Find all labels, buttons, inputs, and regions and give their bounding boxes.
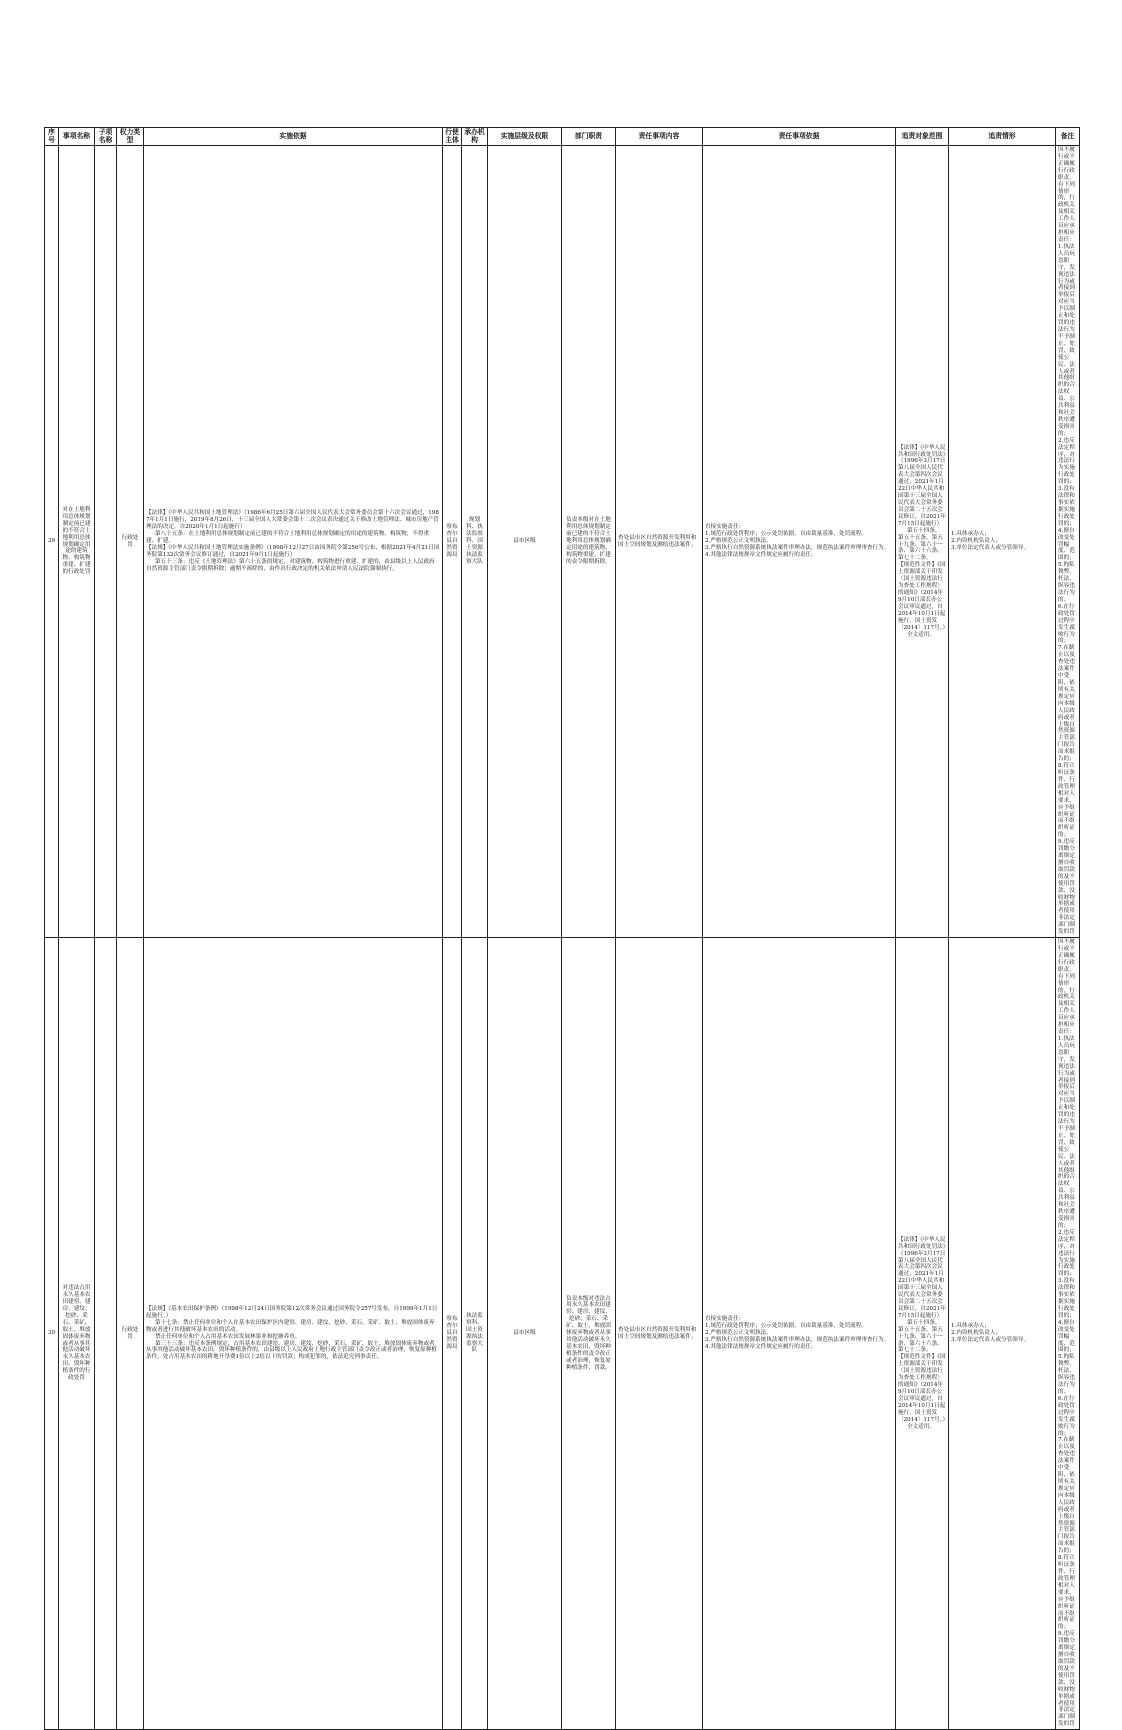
scope-line: 2.内设机构负责人； xyxy=(951,538,1002,545)
header-seq: 序号 xyxy=(45,128,59,146)
basis-para: 第十七条：禁止任何单位和个人在基本农田保护区内建窑、建房、建坟、挖砂、采石、采矿、取土、堆放固体废弃物或者进行其他破坏基本农田的活动。 xyxy=(146,1319,435,1333)
cell-type: 行政处罚 xyxy=(117,938,144,1730)
scope-line: 2.内设机构负责人； xyxy=(951,1330,1002,1337)
cell-content xyxy=(703,146,896,938)
resp-basis-para: 第五十四条、第五十五条、第五十九条、第六十一条、第六十六条、第七十二条。 xyxy=(898,1319,943,1354)
basis-para: 【法规】《中华人民共和国土地管理法实施条例》（1998年12月27日由国务院令第256号公布，根据2021年4月21日国务院第132次常务会议修订通过，自2021年9月1日起施行） xyxy=(146,545,440,558)
resp-basis-para: 第五十四条、第五十五条、第五十九条、第六十一条、第六十六条、第七十二条。 xyxy=(898,527,943,562)
case-line: 6.在行政处罚过程中发生腐败行为的； xyxy=(1058,1395,1075,1437)
cell-basis xyxy=(144,938,443,1730)
scope-line: 3.单位法定代表人或分管领导。 xyxy=(951,545,1030,551)
content-line: 4.其他法律法规规章文件规定应履行的责任。 xyxy=(705,551,817,558)
table-row xyxy=(45,146,1080,938)
resp-basis-para: 全文适用。 xyxy=(906,631,935,638)
case-line: 因不履行或不正确履行行政职责，有下列情形的，行政机关及相关工作人员应承担相应责任： xyxy=(1058,147,1075,243)
header-sub: 子项名称 xyxy=(95,128,117,146)
cell-sub xyxy=(95,938,117,1730)
cell-resp-basis xyxy=(896,938,949,1730)
cell-agency: 执法监察科、国土资源执法监察大队 xyxy=(462,938,488,1730)
header-row xyxy=(45,128,1080,146)
case-line: 4.擅自改变处罚幅度、范围的； xyxy=(1058,527,1075,562)
content-line: 1.规范行政处罚程序；公示处罚依据、自由裁量基准，处罚流程。 xyxy=(705,531,867,538)
basis-para: 【法规】《基本农田保护条例》（1998年12月24日国务院第12次常务会议通过国务院令257号发布，自1999年1月1日起施行。） xyxy=(146,1305,438,1319)
cell-basis xyxy=(144,146,443,938)
cell-subject: 察布查尔县自然资源局 xyxy=(443,938,462,1730)
case-line: 9.违反罚缴分离规定擅自收取罚款的及不使用罚款、没收财物单据或者使用非法定部门制发的罚 xyxy=(1058,839,1075,936)
cell-seq: 29 xyxy=(45,146,59,938)
cell-level: 县市区级 xyxy=(488,146,562,938)
cell-level: 县市区级 xyxy=(488,938,562,1730)
cell-content xyxy=(703,938,896,1730)
case-line: 5.徇私舞弊、枉法、纵容违法行为的； xyxy=(1058,1354,1075,1396)
case-line: 6.在行政处罚过程中发生腐败行为的； xyxy=(1058,603,1075,645)
content-line: 直接实施责任： xyxy=(705,1316,745,1323)
cell-cases xyxy=(1056,146,1080,938)
header-type: 权力类型 xyxy=(117,128,144,146)
case-line: 3.没有法律和事实依据实施行政处罚的； xyxy=(1058,1278,1075,1319)
case-line: 7.在制止以及查处违法案件中受阻，依照有关规定应向本级人民政府或者上级自然资源主管部门报告而未报告的； xyxy=(1058,1437,1075,1555)
scope-line: 3.单位法定代表人或分管领导。 xyxy=(951,1337,1030,1344)
resp-basis-para: 全文适用。 xyxy=(906,1423,935,1430)
content-line: 4.其他法律法规规章文件规定应履行的责任。 xyxy=(705,1344,817,1351)
cell-agency: 规划科、执法监察科、国土资源执法监察大队 xyxy=(462,146,488,938)
cell-scope xyxy=(949,146,1056,938)
content-line: 1.规范行政处罚程序；公示处罚依据、自由裁量基准，处罚流程。 xyxy=(705,1323,867,1330)
cell-resp-basis xyxy=(896,146,949,938)
scope-line: 1.具体承办人； xyxy=(951,531,990,538)
header-cases: 追责情形 xyxy=(949,128,1056,146)
scope-line: 1.具体承办人； xyxy=(951,1323,990,1330)
cell-duty: 负责本级对在土地利用总体规划制定前已建的不符合土地利用总体规划确定用途的建筑物、构筑物重建、扩建的责令限期拆除。 xyxy=(562,146,616,938)
case-line: 3.没有法律和事实依据实施行政处罚的； xyxy=(1058,486,1075,527)
case-line: 5.徇私舞弊、枉法、纵容违法行为的； xyxy=(1058,562,1075,603)
header-scope: 追责对象范围 xyxy=(896,128,949,146)
case-line: 9.违反罚缴分离规定擅自收取罚款的及不使用罚款、没收财物单据或者使用非法定部门制发的罚 xyxy=(1058,1631,1075,1728)
cell-dept: 查处县市区自然资源开发利用和国土空间规划及测绘违法案件。 xyxy=(616,146,703,938)
header-remark: 备注 xyxy=(1056,128,1080,146)
cell-type: 行政处罚 xyxy=(117,146,144,938)
cell-scope xyxy=(949,938,1056,1730)
cell-subject: 察布查尔县自然资源局 xyxy=(443,146,462,938)
resp-basis-para: 【规范性文件】《国土资源部关于印发〈国土资源违法行为查处工作规程〉的通知》（2014年9月10日部长办公会议审议通过，自2014年10月1日起施行，国土资发〔2014〕117号。） xyxy=(898,562,949,631)
content-line: 2.严格规范公正文明执法。 xyxy=(705,1330,772,1337)
cell-sub xyxy=(95,146,117,938)
cell-seq: 30 xyxy=(45,938,59,1730)
resp-basis-para: 【规范性文件】《国土资源部关于印发〈国土资源违法行为查处工作规程〉的通知》（2014年9月10日部长办公会议审议通过，自2014年10月1日起施行，国土资发〔2014〕117号。） xyxy=(898,1354,949,1423)
case-line: 2.违反法定程序，对违法行为实施行政处罚的； xyxy=(1058,437,1075,486)
header-basis: 实施依据 xyxy=(144,128,443,146)
basis-para: 【法律】《中华人民共和国土地管理法》（1986年6月25日第六届全国人民代表大会常务委员会第十六次会议通过，1987年1月1日施行，2019年8月26日，十三届全国人大常委会第十二次会议表决通过关于修改土地管理法、城市房地产管理法的决定，自2020年1月1日起施行） xyxy=(146,510,439,531)
resp-basis-para: 【法律】《中华人民共和国行政处罚法》（1996年3月17日第八届全国人民代表大会第四次会议通过，2021年1月22日中华人民共和国第十三届全国人民代表大会常务委员会第二十五次会议修订，自2021年7月15日起施行） xyxy=(898,444,946,527)
basis-para: 第五十三条：违反《土地管理法》第六十五条的规定，对建筑物、构筑物进行重建、扩建的，由县级以上人民政府自然资源主管部门责令限期拆除；逾期不拆除的，由作出行政决定的机关依法申请人民法院强制执行。 xyxy=(146,558,435,572)
content-line: 直接实施责任： xyxy=(705,524,745,531)
content-line: 2.严格规范公正文明执法。 xyxy=(705,538,772,545)
cell-name: 对违法占用永久基本农田建窑、建房、建坟、挖砂、采石、采矿、取土、堆放固体废弃物或者从事其他活动破坏永久基本农田，毁坏种植条件的行政处罚 xyxy=(59,938,95,1730)
case-line: 8.符合听证条件、行政管理相对人要求，应予组织听证而不组织听证的； xyxy=(1058,1555,1075,1631)
case-line: 1.执法人员玩忽职守，发现违法行为或者接到举报后对应当予以制止和处罚的违法行为不予制止、处罚，致使公民、法人或者其他组织的合法权益、公共利益和社会秩序遭受损害的； xyxy=(1058,243,1075,437)
case-line: 4.擅自改变处罚幅度、范围的； xyxy=(1058,1319,1075,1354)
basis-para: 第三十三条：违反本条例规定，占用基本农田建窑、建房、建坟、挖砂、采石、采矿、取土、堆放固体废弃物或者从事其他活动破坏基本农田，毁坏种植条件的，由县级以上人民政府土地行政主管部门责令改正或者治理，恢复原种植条件，处占用基本农田的耕地开垦费1倍以上2倍以下的罚款；构成犯罪的，依法追究刑事责任。 xyxy=(146,1340,437,1361)
header-subject: 行使主体 xyxy=(443,128,462,146)
case-line: 7.在制止以及查处违法案件中受阻，依照有关规定应向本级人民政府或者上级自然资源主管部门报告而未报告的； xyxy=(1058,645,1075,763)
content-line: 3.严格执行自然资源系统执法案件审理办法，规范执法案件审理审查行为。 xyxy=(705,1337,890,1344)
header-content: 责任事项内容 xyxy=(616,128,703,146)
header-level: 实施层级及权限 xyxy=(488,128,562,146)
cell-dept: 查处县市区自然资源开发利用和国土空间规划及测绘违法案件。 xyxy=(616,938,703,1730)
header-resp-basis: 责任事项依据 xyxy=(703,128,896,146)
case-line: 2.违反法定程序，对违法行为实施行政处罚的； xyxy=(1058,1229,1075,1278)
case-line: 1.执法人员玩忽职守，发现违法行为或者接到举报后对应当予以制止和处罚的违法行为不予制止、处罚，致使公民、法人或者其他组织的合法权益、公共利益和社会秩序遭受损害的； xyxy=(1058,1036,1075,1229)
header-dept: 部门职责 xyxy=(562,128,616,146)
content-line: 3.严格执行自然资源系统执法案件审理办法，规范执法案件审理审查行为。 xyxy=(705,545,890,551)
basis-para: 禁止任何单位和个人占用基本农田发展林果业和挖塘养鱼。 xyxy=(154,1333,301,1340)
case-line: 因不履行或不正确履行行政职责，有下列情形的，行政机关及相关工作人员应承担相应责任： xyxy=(1058,939,1075,1036)
case-line: 8.符合听证条件、行政管理相对人要求，应予组织听证而不组织听证的； xyxy=(1058,763,1075,839)
header-agency: 承办机构 xyxy=(462,128,488,146)
responsibility-table xyxy=(44,127,1080,1730)
cell-cases xyxy=(1056,938,1080,1730)
basis-para: 第八十五条：在土地利用总体规划制定前已建的不符合土地利用总体规划确定的用途的建筑物、构筑物，不得重建、扩建。 xyxy=(146,531,430,545)
resp-basis-para: 【法律】《中华人民共和国行政处罚法》（1996年3月17日第八届全国人民代表大会第四次会议通过，2021年1月22日中华人民共和国第十三届全国人民代表大会常务委员会第二十五次会议修订，自2021年7月15日起施行） xyxy=(898,1236,946,1319)
cell-name: 对在土地利用总体规划制定前已建的不符合土地利用总体规划确定用途的建筑物、构筑物重建、扩建的行政处罚 xyxy=(59,146,95,938)
cell-duty: 负责本级对违法占用永久基本农田建窑、建房、建坟、挖砂、采石、采矿、取土、堆放固体废弃物或者从事其他活动破坏永久基本农田，毁坏种植条件的责令改正或者治理，恢复原种植条件，罚款。 xyxy=(562,938,616,1730)
header-name: 事项名称 xyxy=(59,128,95,146)
table-row xyxy=(45,938,1080,1730)
